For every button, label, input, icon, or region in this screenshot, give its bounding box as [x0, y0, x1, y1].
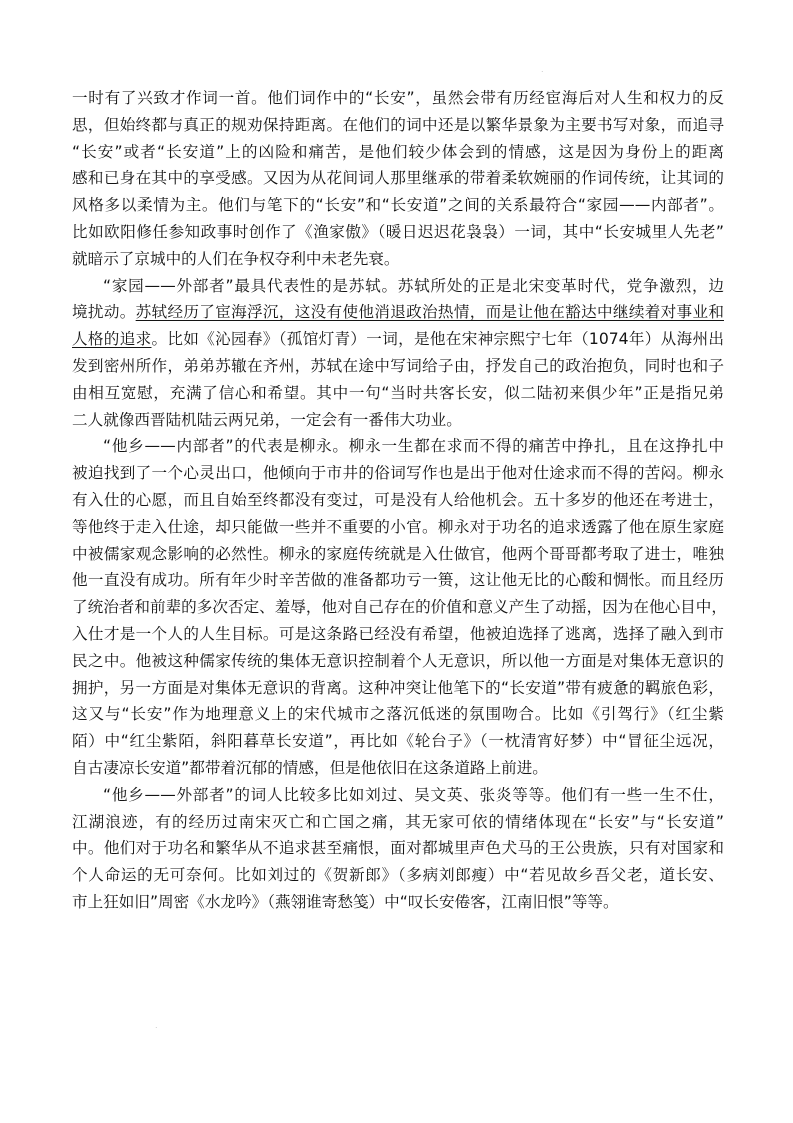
text-line: 了统治者和前辈的多次否定、羞辱，他对自己存在的价值和意义产生了动摇，因为在他心目中， [72, 598, 727, 617]
text-line: 一时有了兴致才作词一首。他们词作中的“长安”，虽然会带有历经宦海后对人生和权力的反 [72, 89, 724, 107]
text-line: 由相互宽慰，充满了信心和希望。其中一句“当时共客长安，似二陆初来俱少年”正是指兄弟 [72, 383, 724, 402]
text-line: 思，但始终都与真正的规劝保持距离。在他们的词中还是以繁华景象为主要书写对象，而追寻 [72, 115, 724, 134]
text-line: 江湖浪迹，有的经历过南宋灭亡和亡国之痛，其无家可依的情绪体现在“长安”与“长安道” [72, 812, 724, 831]
text-line: “长安”或者“长安道”上的凶险和痛苦，是他们较少体会到的情感，这是因为身份上的距离 [72, 142, 724, 161]
text-line: 陌）中“红尘紫陌，斜阳暮草长安道”，再比如《轮台子》（一枕清宵好梦）中“冒征尘远况， [72, 732, 724, 751]
text-line: 入仕才是一个人的人生目标。可是这条路已经没有希望，他被迫选择了逃离，选择了融入到市 [72, 624, 724, 643]
text-line: 二人就像西晋陆机陆云两兄弟，一定会有一番伟大功业。 [72, 410, 462, 429]
text-line: 他一直没有成功。所有年少时辛苦做的准备都功亏一篑，这让他无比的心酸和惆怅。而且经历 [72, 571, 724, 590]
document-body [72, 85, 727, 916]
underlined-text: 人格的追求 [72, 330, 152, 349]
paragraph-1 [72, 85, 724, 273]
paragraph-4 [72, 782, 724, 916]
text-line: 比如欧阳修任参知政事时创作了《渔家傲》（暖日迟迟花袅袅）一词，其中“长安城里人先老” [72, 222, 724, 241]
text-line: 个人命运的无可奈何。比如刘过的《贺新郎》（多病刘郎瘦）中“若见故乡吾父老，道长安、 [72, 866, 724, 885]
text-line: 被迫找到了一个心灵出口，他倾向于市井的俗词写作也是出于他对仕途求而不得的苦闷。柳永 [72, 464, 724, 483]
text-line: 感和已身在其中的享受感。又因为从花间词人那里继承的带着柔软婉丽的作词传统，让其词的 [72, 169, 724, 188]
text-line: “他乡——外部者”的词人比较多比如刘过、吴文英、张炎等等。他们有一些一生不仕， [103, 785, 724, 804]
text-line: 自古凄凉长安道”都带着沉郁的情感，但是他依旧在这条道路上前进。 [72, 758, 548, 777]
text-line: 民之中。他被这种儒家传统的集体无意识控制着个人无意识，所以他一方面是对集体无意识的 [72, 651, 724, 670]
text-line-with-underline [72, 299, 724, 326]
text-line: 等他终于走入仕途，却只能做一些并不重要的小官。柳永对于功名的追求透露了他在原生家庭 [72, 517, 724, 536]
underlined-text: 苏轼经历了宦海浮沉，这没有使他消退政治热情，而是让他在豁达中继续着对事业和 [135, 303, 724, 322]
scan-speck-top: . [541, 65, 544, 74]
text-line: “家园——外部者”最具代表性的是苏轼。苏轼所处的正是北宋变革时代，党争激烈，边 [103, 276, 724, 295]
scan-speck-bottom: . [155, 1021, 158, 1030]
text-line: 拥护，另一方面是对集体无意识的背离。这种冲突让他笔下的“长安道”带有疲惫的羁旅色彩， [72, 678, 724, 697]
text-line: 有入仕的心愿，而且自始至终都没有变过，可是没有人给他机会。五十多岁的他还在考进士， [72, 490, 724, 509]
text-line: “他乡——内部者”的代表是柳永。柳永一生都在求而不得的痛苦中挣扎，且在这挣扎中 [103, 437, 724, 456]
text-line: 风格多以柔情为主。他们与笔下的“长安”和“长安道”之间的关系最符合“家园——内部者”。 [72, 196, 724, 215]
text-segment: 境扰动。 [72, 303, 136, 322]
text-segment: 。比如《沁园春》（孤馆灯青）一词，是他在宋神宗熙宁七年（1074年）从海州出 [151, 330, 724, 349]
text-line: 中被儒家观念影响的必然性。柳永的家庭传统就是入仕做官，他两个哥哥都考取了进士，唯独 [72, 544, 724, 563]
text-line: 市上狂如旧”周密《水龙吟》（燕翎谁寄愁笺）中“叹长安倦客，江南旧恨”等等。 [72, 892, 619, 911]
paragraph-3 [72, 433, 727, 781]
text-line: 发到密州所作，弟弟苏辙在齐州，苏轼在途中写词给子由，抒发自己的政治抱负，同时也和子 [72, 356, 724, 375]
text-line: 这又与“长安”作为地理意义上的宋代城市之落沉低迷的氛围吻合。比如《引驾行》（红尘紫 [72, 705, 724, 724]
text-line: 中。他们对于功名和繁华从不追求甚至痛恨，面对都城里声色犬马的王公贵族，只有对国家和 [72, 839, 724, 858]
paragraph-2 [72, 273, 724, 434]
text-line-with-underline [72, 326, 724, 353]
text-line: 就暗示了京城中的人们在争权夺利中未老先衰。 [72, 249, 400, 268]
